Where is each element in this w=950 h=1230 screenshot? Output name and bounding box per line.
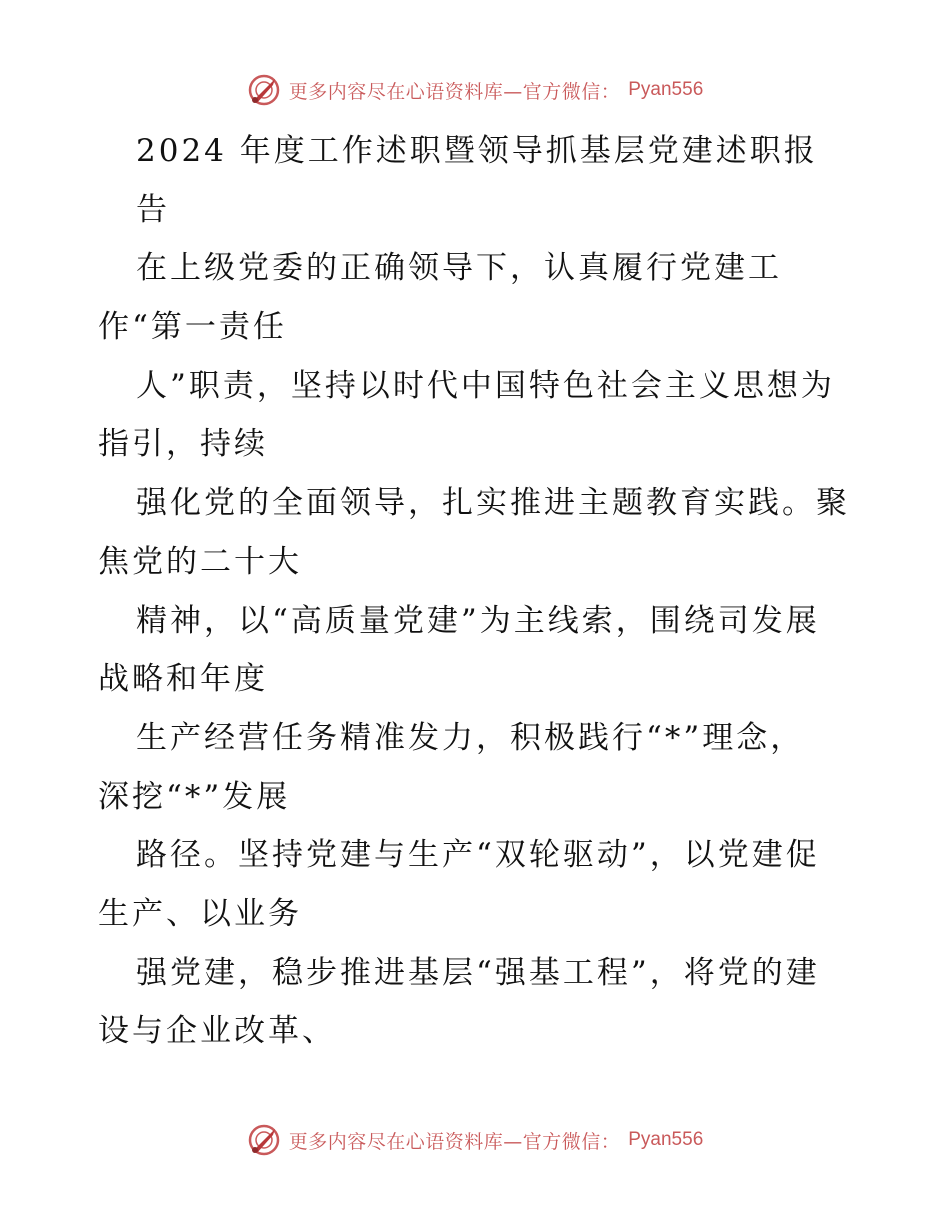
watermark-wechat-id: Pyan556 — [628, 79, 704, 100]
paragraph-line: 焦党的二十大 — [98, 543, 302, 580]
paragraph-line: 强党建，稳步推进基层“强基工程”，将党的建 — [136, 954, 820, 991]
brush-logo-icon — [247, 1123, 281, 1157]
paragraph-line: 设与企业改革、 — [98, 1013, 336, 1050]
watermark-wechat-id: Pyan556 — [628, 1129, 704, 1150]
paragraph-line: 战略和年度 — [98, 661, 268, 698]
document-title-line-2: 告 — [136, 191, 170, 228]
watermark-text: 更多内容尽在心语资料库—官方微信： — [288, 80, 621, 103]
paragraph-line: 精神，以“高质量党建”为主线索，围绕司发展 — [136, 602, 820, 639]
brush-logo-icon — [247, 73, 281, 107]
paragraph-line: 指引，持续 — [98, 426, 268, 463]
watermark-text: 更多内容尽在心语资料库—官方微信： — [288, 1130, 621, 1153]
document-title-line-1: 2024 年度工作述职暨领导抓基层党建述职报 — [136, 133, 818, 169]
paragraph-line: 人”职责，坚持以时代中国特色社会主义思想为 — [136, 367, 835, 404]
header-watermark — [0, 70, 950, 110]
document-body — [98, 122, 858, 1061]
paragraph-line: 作“第一责任 — [98, 309, 287, 346]
paragraph-line: 生产、以业务 — [98, 895, 302, 932]
footer-watermark — [0, 1120, 950, 1160]
paragraph-line: 路径。坚持党建与生产“双轮驱动”，以党建促 — [136, 837, 820, 874]
paragraph-line: 深挖“*”发展 — [98, 778, 291, 815]
paragraph-line: 强化党的全面领导，扎实推进主题教育实践。聚 — [136, 485, 850, 522]
paragraph-line: 在上级党委的正确领导下，认真履行党建工 — [136, 250, 782, 287]
paragraph-line: 生产经营任务精准发力，积极践行“*”理念， — [136, 719, 805, 756]
